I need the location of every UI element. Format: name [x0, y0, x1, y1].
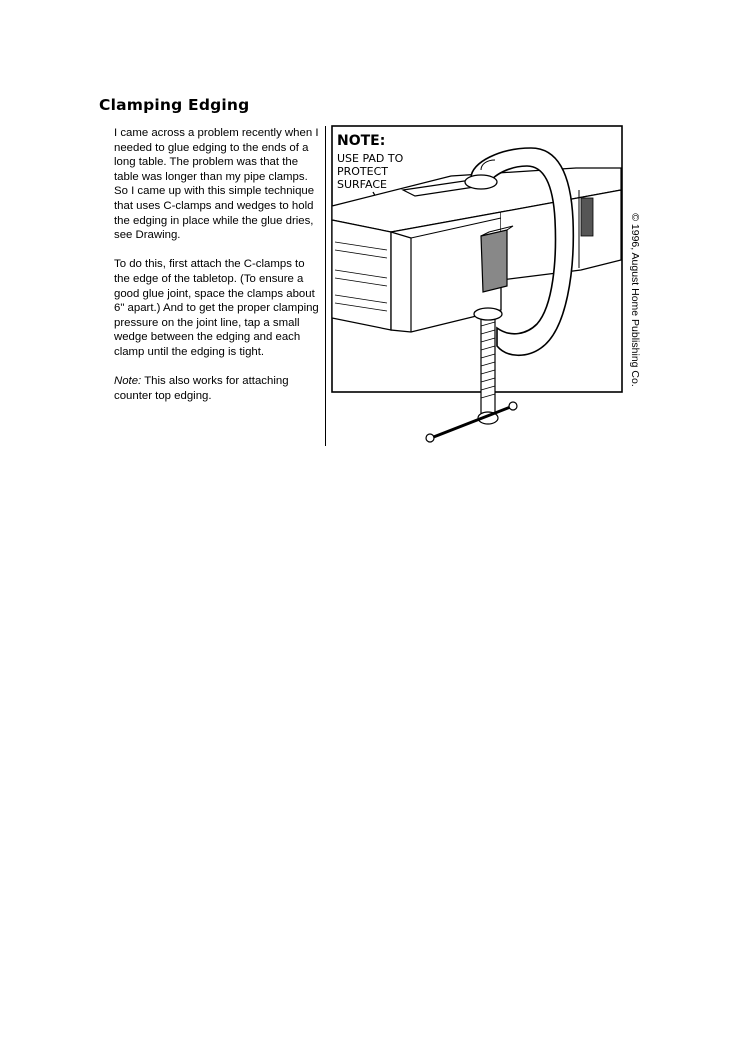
- note-text: This also works for attaching counter top edging.: [114, 375, 289, 402]
- note-line-2: PROTECT: [337, 165, 389, 178]
- column-divider: [325, 126, 326, 446]
- paragraph-note: [114, 374, 320, 403]
- note-label: Note:: [114, 375, 142, 388]
- t-handle: [431, 406, 513, 438]
- paragraph-instructions: To do this, first attach the C-clamps to the edge of the tabletop. (To ensure a good glue joint, space the clamps about 6" apart.) And to get the proper clamping pressure on the joint line, tap a small wedge between the edging and each clamp until the edging is tight.: [114, 258, 319, 358]
- article-body: [114, 126, 320, 418]
- article-title: Clamping Edging: [99, 96, 250, 114]
- note-line-3: SURFACE: [337, 178, 387, 191]
- paragraph-intro: I came across a problem recently when I needed to glue edging to the ends of a long table. The problem was that the table was longer than my pipe clamps. So I came up with this simple technique that uses C-clamps and wedges to hold the edging in place while the glue dries, see Drawing.: [114, 127, 319, 242]
- copyright-notice: [630, 205, 640, 395]
- clamp-drawing: [331, 120, 641, 445]
- wedge: [481, 230, 507, 292]
- copyright-text: © 1996, August Home Publishing Co.: [629, 213, 641, 387]
- note-heading: NOTE:: [337, 133, 386, 149]
- note-line-1: USE PAD TO: [337, 152, 404, 165]
